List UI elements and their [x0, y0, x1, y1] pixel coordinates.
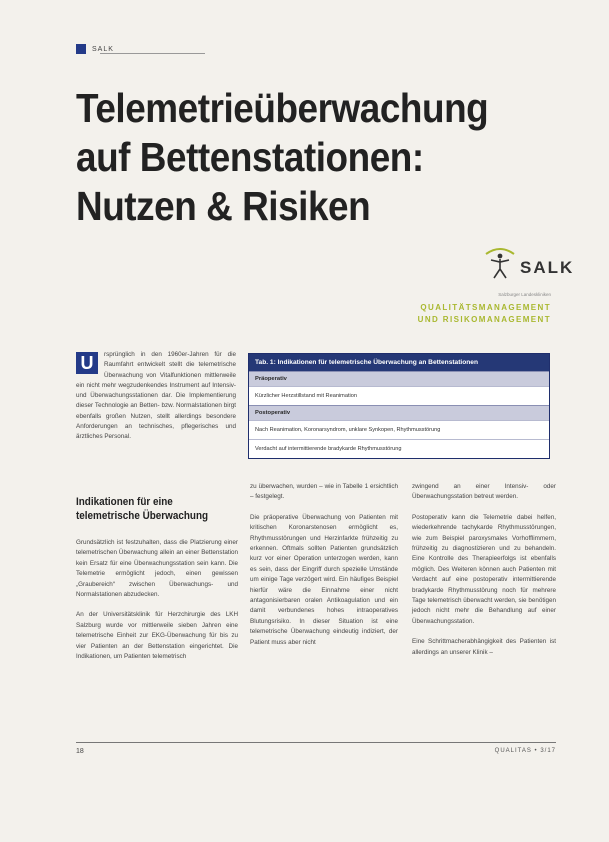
- paragraph: Eine Schrittmacherabhängigkeit des Patienten ist allerdings an unserer Klinik –: [412, 638, 556, 656]
- table-row: Verdacht auf intermittierende bradykarde Rhythmusstörung: [249, 439, 549, 458]
- article-title: [76, 84, 499, 231]
- paragraph: An der Universitätsklinik für Herzchirurgie des LKH Salzburg wurde vor mittlerweile sieben Jahren eine telemetrische Einheit zur EKG-Überwachung für bis zu vier Patienten an der Bettenstation eingerichtet. Die Indikationen, um Patienten telemetrisch: [76, 611, 238, 661]
- text-column-1: [76, 538, 238, 672]
- journal-issue: QUALITAS • 3/17: [494, 748, 556, 754]
- text-column-2: [250, 482, 398, 658]
- table-group-preop: Präoperativ: [249, 371, 549, 386]
- table-row: Nach Reanimation, Koronarsyndrom, unklare Synkopen, Rhythmusstörung: [249, 420, 549, 439]
- indications-table: [248, 353, 550, 459]
- title-line-1: Telemetrieüberwachung: [76, 85, 489, 131]
- intro-text: rsprünglich in den 1960er-Jahren für die Raumfahrt entwickelt stellt die telemetrische Überwachung von Vitalfunktionen mittlerweile ein nicht mehr wegzudenkendes Instrument auf Intensiv- und Überwachungsstationen dar. Die Implementierung dieser Technologie an Betten- bzw. Normalstationen birgt ebenfalls großen Nutzen, stellt allerdings besondere Anforderungen an technisches, pflegerisches und ärztliches Personal.: [76, 351, 236, 441]
- footer-rule: [76, 742, 556, 743]
- section-label: SALK: [92, 45, 114, 53]
- paragraph: Postoperativ kann die Telemetrie dabei helfen, wiederkehrende tachykarde Rhythmusstörungen, wie zum Beispiel paroxysmales Vorhofflimmern, frühzeitig zu diagnostizieren und zu behandeln. Eine Kontrolle des Therapieerfolgs ist ebenfalls möglich. Des Weiteren können auch Patienten mit Verdacht auf eine postoperativ intermittierende bradykarde Rhythmusstörung noch für mehrere Tage telemetrisch überwacht werden, sie benötigen jedoch nicht mehr die Behandlung auf einer Überwachungsstation.: [412, 513, 556, 625]
- page-number: 18: [76, 748, 84, 755]
- section-rule: [100, 53, 205, 54]
- salk-logo-subline: Salzburger Landeskliniken: [498, 292, 551, 297]
- section-heading: Indikationen für eine telemetrische Überwachung: [76, 496, 209, 522]
- paragraph: Die präoperative Überwachung von Patienten mit kritischen Koronarstenosen ermöglicht es, Rhythmusstörungen und Herzinfarkte frühzeitig zu erkennen. Oftmals sollten Patienten grundsätzlich kurz vor einer Operation unterzogen werden, kann es sein, dass der Eingriff durch spezielle Umstände um einige Tage verzögert wird. Ein häufiges Beispiel hierfür wäre die Einnahme einer nicht antagonisierbaren oralen Antikoagulation und ein damit verbundenes hohes intraoperatives Blutungsrisiko. In dieser Situation ist eine telemetrische Überwachung eindeutig indiziert, der Patient muss aber nicht: [250, 513, 398, 646]
- paragraph: zwingend an einer Intensiv- oder Überwachungsstation betreut werden.: [412, 483, 556, 501]
- salk-figure-icon: [480, 242, 520, 282]
- dropcap: U: [76, 352, 98, 374]
- qm-department-label: [418, 302, 551, 326]
- text-column-3: [412, 482, 556, 668]
- intro-paragraph: [76, 350, 236, 443]
- qm-line-2: UND RISIKOMANAGEMENT: [417, 315, 551, 324]
- table-row: Kürzlicher Herzstillstand mit Reanimation: [249, 386, 549, 405]
- title-line-2: auf Bettenstationen:: [76, 134, 424, 180]
- qm-line-1: QUALITÄTSMANAGEMENT: [420, 303, 551, 312]
- section-square-icon: [76, 44, 86, 54]
- salk-logo-text: SALK: [520, 258, 575, 277]
- title-line-3: Nutzen & Risiken: [76, 183, 371, 229]
- table-caption: Tab. 1: Indikationen für telemetrische Überwachung an Bettenstationen: [249, 354, 549, 371]
- table-group-postop: Postoperativ: [249, 405, 549, 420]
- paragraph: Grundsätzlich ist festzuhalten, dass die Platzierung einer telemetrischen Überwachung allein an einer Bettenstation kein Ersatz für eine Überwachungsstation sein kann. Die Telemetrie ermöglicht jedoch, einen gewissen „Graubereich“ zwischen Überwachungs- und Normalstationen abzudecken.: [76, 539, 238, 599]
- paragraph: zu überwachen, wurden – wie in Tabelle 1 ersichtlich – festgelegt.: [250, 483, 398, 501]
